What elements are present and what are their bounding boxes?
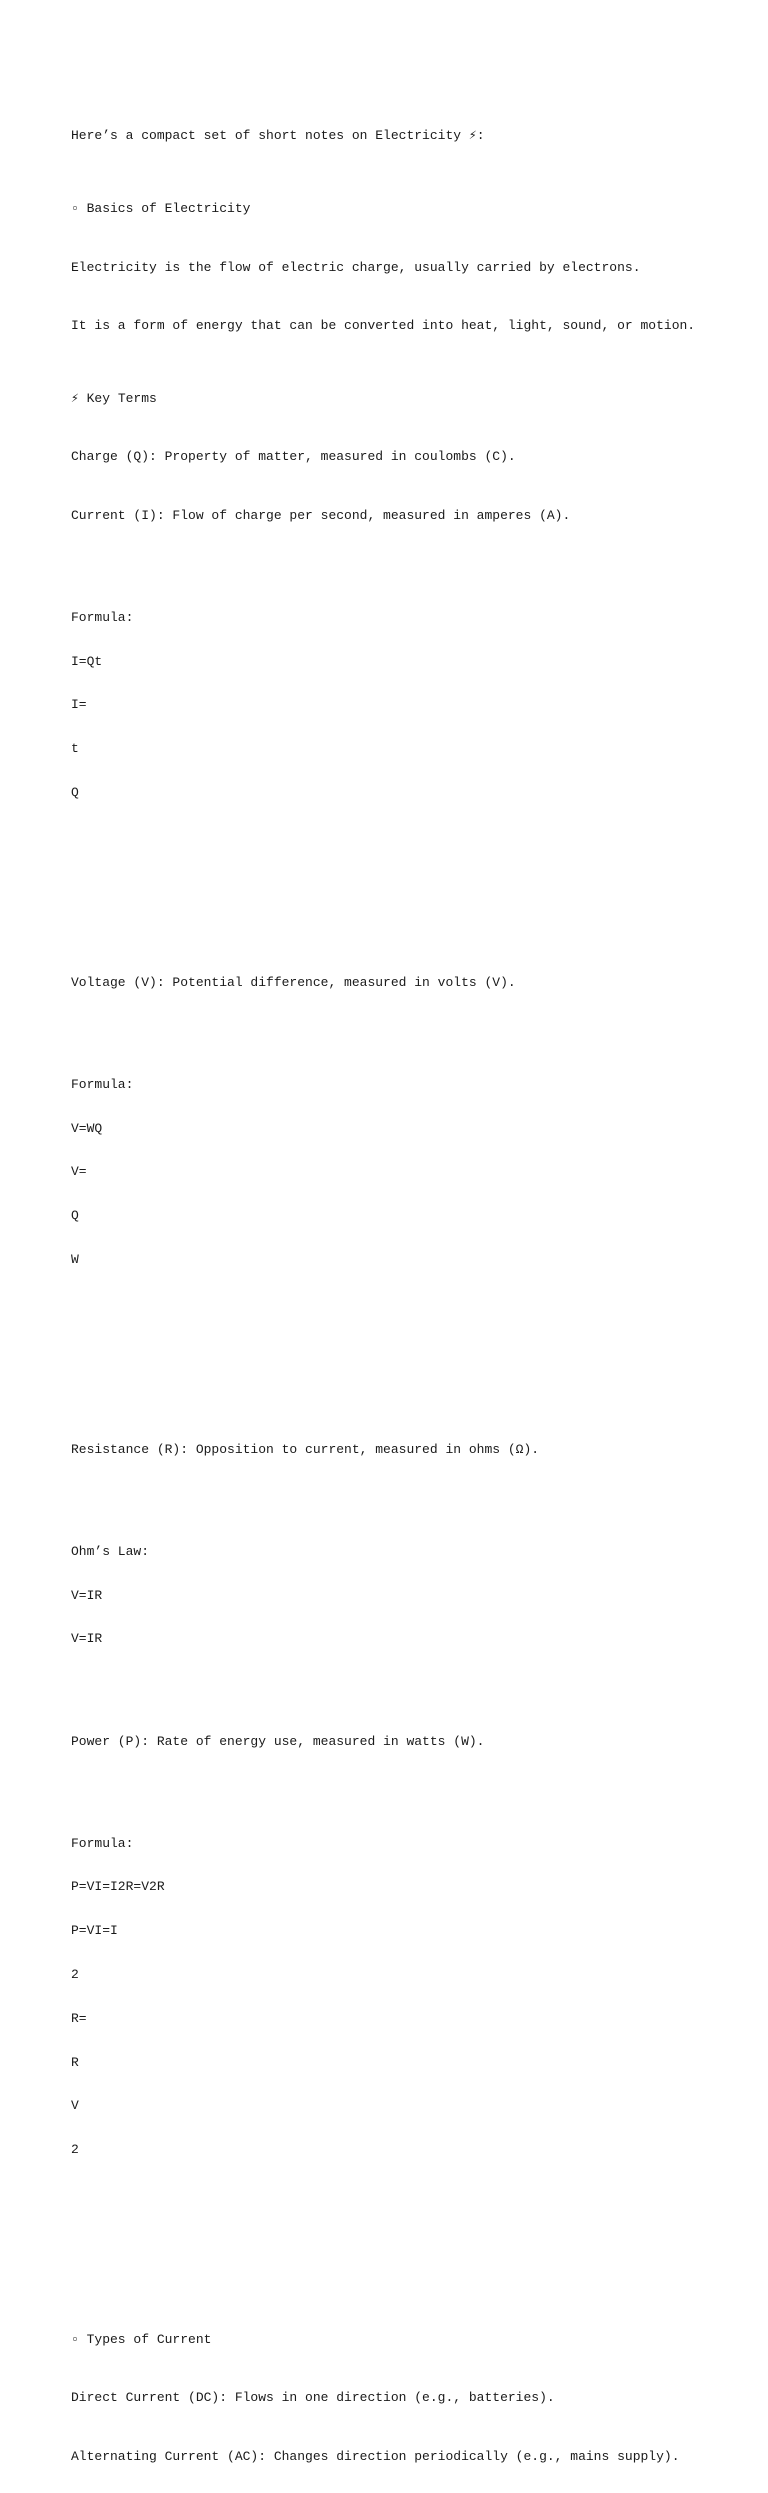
formula-line: V=IR [71, 1631, 103, 1647]
spacer [71, 2216, 731, 2245]
voltage-formula-block [71, 1049, 731, 1297]
voltage-definition: Voltage (V): Potential difference, measured in volts (V). [71, 974, 516, 990]
formula-line: Q [71, 1208, 79, 1224]
formula-line: P=VI=I [71, 1923, 118, 1939]
spacer [71, 859, 731, 888]
formula-line: 2 [71, 1967, 79, 1982]
current-formula-block [71, 582, 731, 830]
formula-line: V [71, 2098, 79, 2114]
spacer [71, 1326, 731, 1355]
formula-line: Q [71, 784, 79, 800]
formula-line: R [71, 2054, 79, 2070]
formula-label: Formula: [71, 1076, 134, 1092]
resistance-definition: Resistance (R): Opposition to current, measured in ohms (Ω). [71, 1441, 540, 1457]
formula-line: V= [71, 1164, 87, 1180]
formula-line: t [71, 741, 79, 757]
formula-line: P=VI=I2R=V2R [71, 1879, 165, 1895]
notes-document [71, 100, 731, 2493]
basics-line-1: Electricity is the flow of electric charge, usually carried by electrons. [71, 259, 641, 275]
formula-label: Ohm’s Law: [71, 1543, 150, 1559]
charge-definition: Charge (Q): Property of matter, measured in coulombs (C). [71, 449, 516, 465]
formula-line: 2 [71, 2142, 79, 2158]
spacer [71, 917, 731, 932]
heading-basics: ▫ Basics of Electricity [71, 201, 251, 217]
heading-types-of-current: ▫ Types of Current [71, 2331, 212, 2347]
formula-line: I=Qt [71, 653, 103, 669]
formula-line: V=IR [71, 1587, 103, 1603]
formula-line: R= [71, 2010, 87, 2026]
ohms-law-block [71, 1516, 731, 1677]
ac-definition: Alternating Current (AC): Changes direction periodically (e.g., mains supply). [71, 2448, 680, 2464]
formula-label: Formula: [71, 609, 134, 625]
formula-line: V=WQ [71, 1120, 103, 1136]
power-formula-block [71, 1807, 731, 2186]
dc-definition: Direct Current (DC): Flows in one direction (e.g., batteries). [71, 2390, 555, 2406]
intro-line: Here’s a compact set of short notes on Electricity ⚡: [71, 128, 485, 144]
spacer [71, 1384, 731, 1399]
current-definition: Current (I): Flow of charge per second, measured in amperes (A). [71, 507, 571, 523]
spacer [71, 2274, 731, 2289]
basics-line-2: It is a form of energy that can be converted into heat, light, sound, or motion. [71, 317, 696, 333]
power-definition: Power (P): Rate of energy use, measured in watts (W). [71, 1733, 485, 1749]
formula-label: Formula: [71, 1835, 134, 1851]
formula-line: I= [71, 697, 87, 713]
formula-line: W [71, 1251, 79, 1267]
heading-key-terms: ⚡ Key Terms [71, 390, 157, 406]
